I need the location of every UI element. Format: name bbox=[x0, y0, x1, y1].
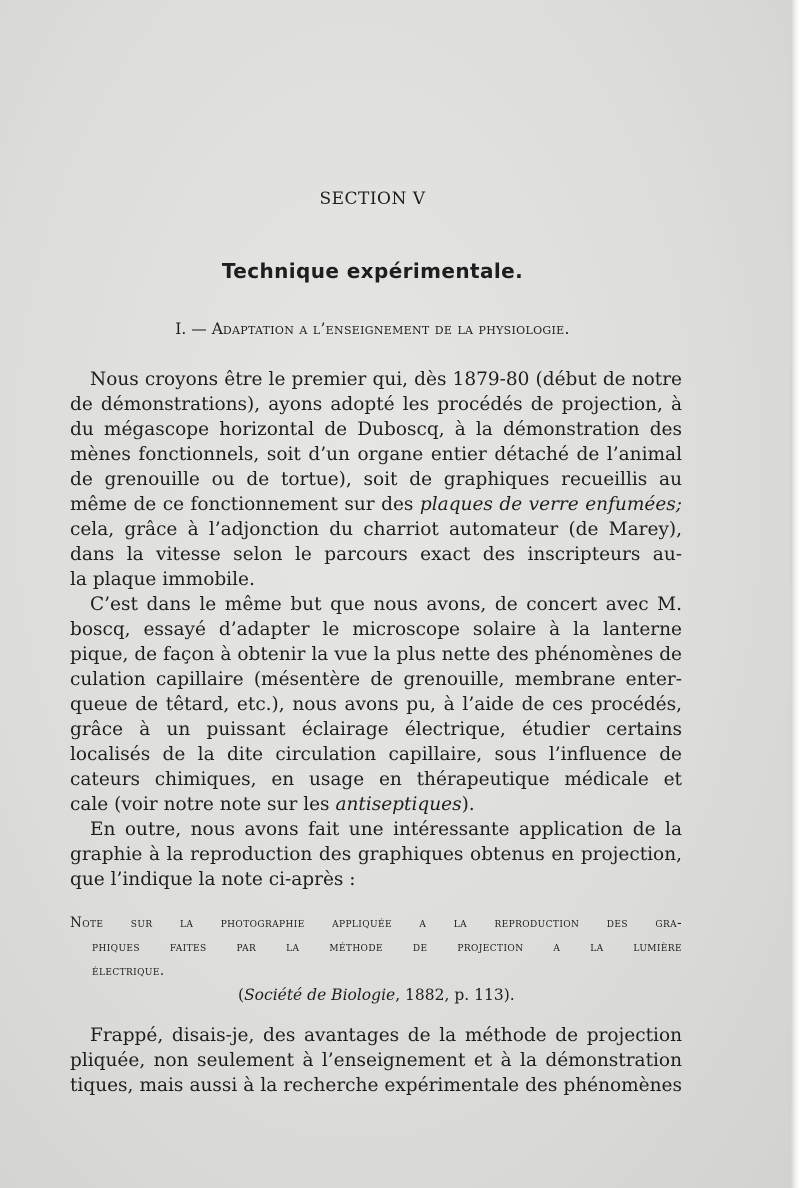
paragraph-line: mènes fonctionnels, soit d’un organe entier détaché de l’animal bbox=[70, 444, 682, 465]
paragraph-line: boscq, essayé d’adapter le microscope solaire à la lanterne bbox=[70, 619, 682, 640]
text-run: cale (voir notre note sur les bbox=[70, 794, 336, 815]
note-heading-line: phiques faites par la méthode de projection a la lumière bbox=[92, 939, 682, 955]
note-heading-line: électrique. bbox=[92, 963, 165, 979]
paragraph-line: de grenouille ou de tortue), soit de graphiques recueillis au bbox=[70, 469, 682, 490]
paragraph-line: tiques, mais aussi à la recherche expérimentale des phénomènes bbox=[70, 1075, 682, 1096]
subsection-initial: A bbox=[211, 320, 223, 338]
paragraph-line: pliquée, non seulement à l’enseignement et à la démonstration bbox=[70, 1050, 682, 1071]
paragraph-line: du mégascope horizontal de Duboscq, à la démonstration des bbox=[70, 419, 682, 440]
paragraph-line bbox=[70, 493, 682, 517]
section-label: SECTION V bbox=[319, 189, 426, 209]
subsection-title: daptation a l’enseignement de la physiologie. bbox=[222, 320, 570, 338]
source-journal: Société de Biologie bbox=[244, 986, 396, 1004]
source-details: , 1882, p. 113). bbox=[395, 986, 515, 1004]
paragraph-line: pique, de façon à obtenir la vue la plus nette des phénomènes de bbox=[70, 644, 682, 665]
text-run: ). bbox=[461, 794, 475, 815]
page-edge bbox=[790, 0, 800, 1188]
section-title: Technique expérimentale. bbox=[221, 259, 524, 283]
paragraph-line: graphie à la reproduction des graphiques obtenus en projection, bbox=[70, 844, 682, 865]
paragraph-line: grâce à un puissant éclairage électrique, étudier certains bbox=[70, 719, 682, 740]
text-run: même de ce fonctionnement sur des bbox=[70, 494, 420, 515]
paragraph-line: de démonstrations), ayons adopté les procédés de projection, à bbox=[70, 394, 682, 415]
note-source bbox=[238, 984, 515, 1006]
emphasis-text: plaques de verre enfumées; bbox=[419, 494, 682, 515]
paragraph-line: localisés de la dite circulation capillaire, sous l’influence de bbox=[70, 744, 682, 765]
paragraph-line: cela, grâce à l’adjonction du charriot automateur (de Marey), bbox=[70, 519, 682, 540]
paragraph-line: que l’indique la note ci-après : bbox=[70, 869, 356, 890]
paragraph-line: C’est dans le même but que nous avons, de concert avec M. bbox=[90, 594, 682, 615]
subsection-number: I. — bbox=[175, 320, 212, 338]
paragraph-line: la plaque immobile. bbox=[70, 569, 255, 590]
paragraph-line: queue de têtard, etc.), nous avons pu, à l’aide de ces procédés, bbox=[70, 694, 682, 715]
subsection-heading bbox=[0, 316, 745, 342]
paragraph-line bbox=[70, 793, 682, 817]
paragraph-line: Frappé, disais-je, des avantages de la méthode de projection bbox=[90, 1025, 682, 1046]
paragraph-line: cateurs chimiques, en usage en thérapeutique médicale et bbox=[70, 769, 682, 790]
paragraph-line: Nous croyons être le premier qui, dès 1879-80 (début de notre bbox=[90, 369, 682, 390]
source-paren: ( bbox=[238, 986, 245, 1004]
paragraph-line: culation capillaire (mésentère de grenouille, membrane enter- bbox=[70, 669, 682, 690]
emphasis-text: antiseptiques bbox=[335, 794, 462, 815]
paragraph-line: En outre, nous avons fait une intéressante application de la bbox=[90, 819, 682, 840]
paragraph-line: dans la vitesse selon le parcours exact des inscripteurs au- bbox=[70, 544, 682, 565]
note-heading-line: Note sur la photographie appliquée a la reproduction des gra- bbox=[70, 915, 682, 931]
